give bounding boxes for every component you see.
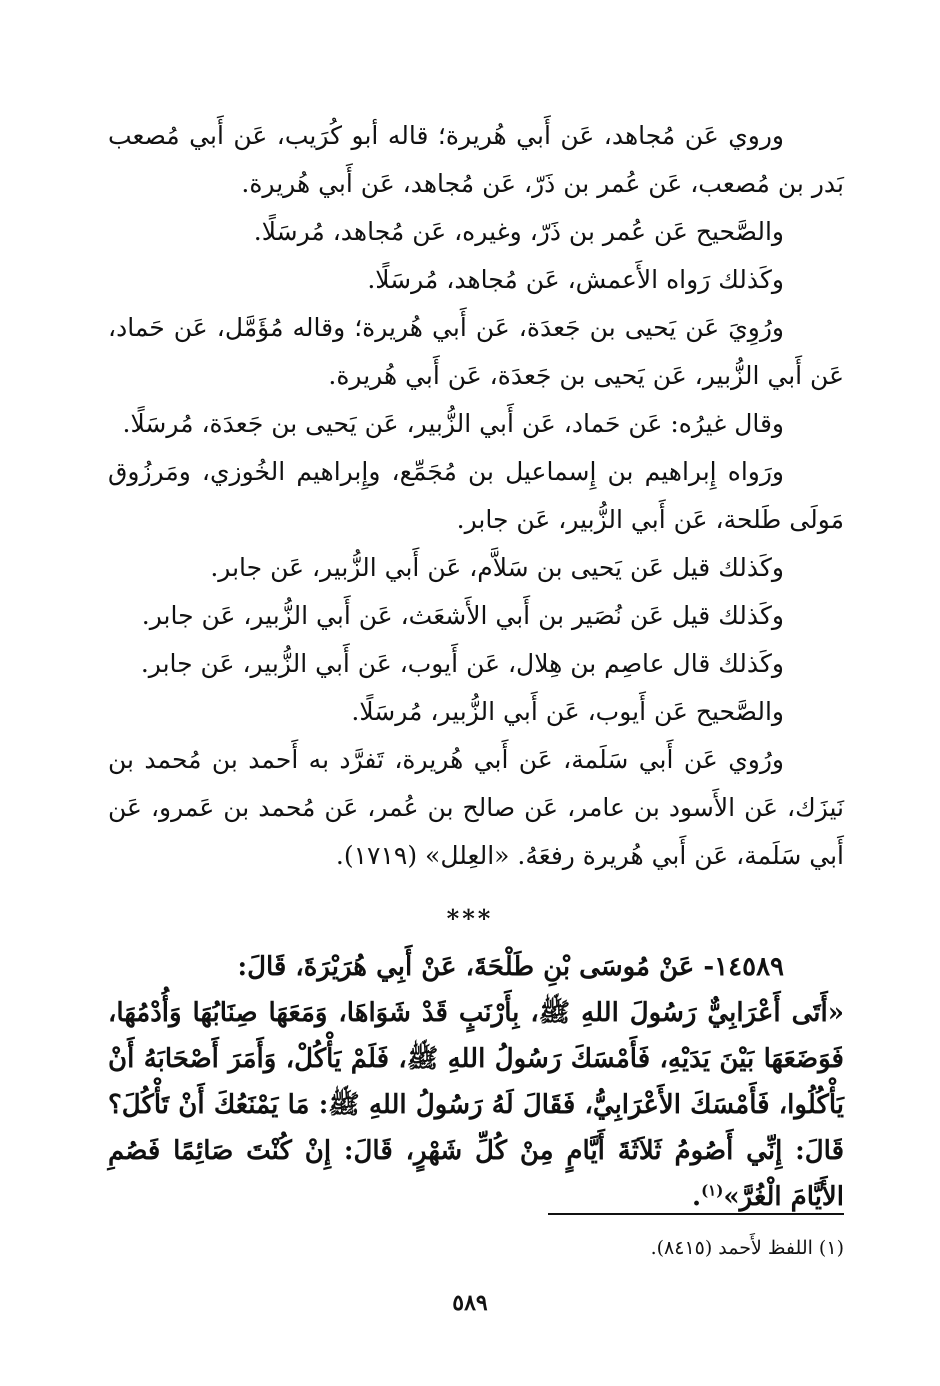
paragraph: والصَّحيح عَن عُمر بن ذَرّ، وغيره، عَن مُجاهد، مُرسَلًا. [253,217,784,246]
paragraph: والصَّحيح عَن أَيوب، عَن أَبي الزُّبير، مُرسَلًا. [351,697,784,726]
paragraph: وكَذلك رَواه الأَعمش، عَن مُجاهد، مُرسَلًا. [367,265,784,294]
paragraph: ورَواه إِبراهيم بن إِسماعيل بن مُجَمِّع، وإِبراهيم الخُوزي، ومَرزُوق مَولَى طَلحة، عَن أَبي الزُّبير، عَن جابر. [108,457,844,534]
paragraph: وكَذلك قيل عَن يَحيى بن سَلاَّم، عَن أَبي الزُّبير، عَن جابر. [210,553,784,582]
footnote-marker: (١) [701,1181,724,1200]
footnote-divider [548,1213,844,1215]
paragraph: وكَذلك قيل عَن نُصَير بن أَبي الأَشعَث، عَن أَبي الزُّبير، عَن جابر. [141,601,784,630]
footnote: (١) اللفظ لأَحمد (٨٤١٥). [650,1237,844,1259]
paragraph: وقال غيرُه: عَن حَماد، عَن أَبي الزُّبير، عَن يَحيى بن جَعدَة، مُرسَلًا. [122,409,784,438]
hadith-text: «أَتَى أَعْرَابِيٌّ رَسُولَ اللهِ ﷺ، بِأَرْنَبٍ قَدْ شَوَاهَا، وَمَعَهَا صِنَابُهَا وَأُدْمُهَا، فَوَضَعَهَا بَيْنَ يَدَيْهِ، فَأَمْسَكَ رَسُولُ اللهِ ﷺ، فَلَمْ يَأْكُلْ، وَأَمَرَ أَصْحَابَهُ أَنْ يَأْكُلُوا، فَأَمْسَكَ الأَعْرَابِيُّ، فَقَالَ لَهُ رَسُولُ اللهِ ﷺ: مَا يَمْنَعُكَ أَنْ تَأْكُلَ؟ قَالَ: إِنِّي أَصُومُ ثَلاَثَةَ أَيَّامٍ مِنْ كُلِّ شَهْرٍ، قَالَ: إِنْ كُنْتَ صَائِمًا فَصُمِ الأَيَّامَ الْغُرَّ»$^{(١)}$. [108,998,844,1212]
paragraph: ورُوي عَن أَبي سَلَمة، عَن أَبي هُريرة، تَفرَّد به أَحمد بن مُحمد بن نَيزَك، عَن الأَسود بن عامر، عَن صالح بن عُمر، عَن مُحمد بن عَمرو، عَن أَبي سَلَمة، عَن أَبي هُريرة رفعَهُ. «العِلل» (١٧١٩). [108,745,845,870]
section-separator: *** [446,904,494,933]
hadith-block [108,944,844,1220]
hadith-body: «أَتَى أَعْرَابِيٌّ رَسُولَ اللهِ ﷺ، بِأَرْنَبٍ قَدْ شَوَاهَا، وَمَعَهَا صِنَابُهَا وَأُدْمُهَا، فَوَضَعَهَا بَيْنَ يَدَيْهِ، فَأَمْسَكَ رَسُولُ اللهِ ﷺ، فَلَمْ يَأْكُلْ، وَأَمَرَ أَصْحَابَهُ أَنْ يَأْكُلُوا، فَأَمْسَكَ الأَعْرَابِيُّ، فَقَالَ لَهُ رَسُولُ اللهِ ﷺ: مَا يَمْنَعُكَ أَنْ تَأْكُلَ؟ قَالَ: إِنِّي أَصُومُ ثَلاَثَةَ أَيَّامٍ مِنْ كُلِّ شَهْرٍ، قَالَ: إِنْ كُنْتَ صَائِمًا فَصُمِ الأَيَّامَ الْغُرَّ» [108,998,844,1212]
paragraph: وروي عَن مُجاهد، عَن أَبي هُريرة؛ قاله أبو كُرَيب، عَن أَبي مُصعب بَدر بن مُصعب، عَن عُمر بن ذَرّ، عَن مُجاهد، عَن أَبي هُريرة. [108,121,844,198]
paragraph: ورُوِيَ عَن يَحيى بن جَعدَة، عَن أَبي هُريرة؛ وقاله مُؤَمَّل، عَن حَماد، عَن أَبي الزُّبير، عَن يَحيى بن جَعدَة، عَن أَبي هُريرة. [108,313,844,390]
page-number: ٥٨٩ [452,1290,488,1316]
commentary-block [108,112,844,880]
paragraph: وكَذلك قال عاصِم بن هِلال، عَن أَيوب، عَن أَبي الزُّبير، عَن جابر. [140,649,784,678]
hadith-heading: ١٤٥٨٩- عَنْ مُوسَى بْنِ طَلْحَةَ، عَنْ أَبِي هُرَيْرَةَ، قَالَ: [237,952,784,982]
